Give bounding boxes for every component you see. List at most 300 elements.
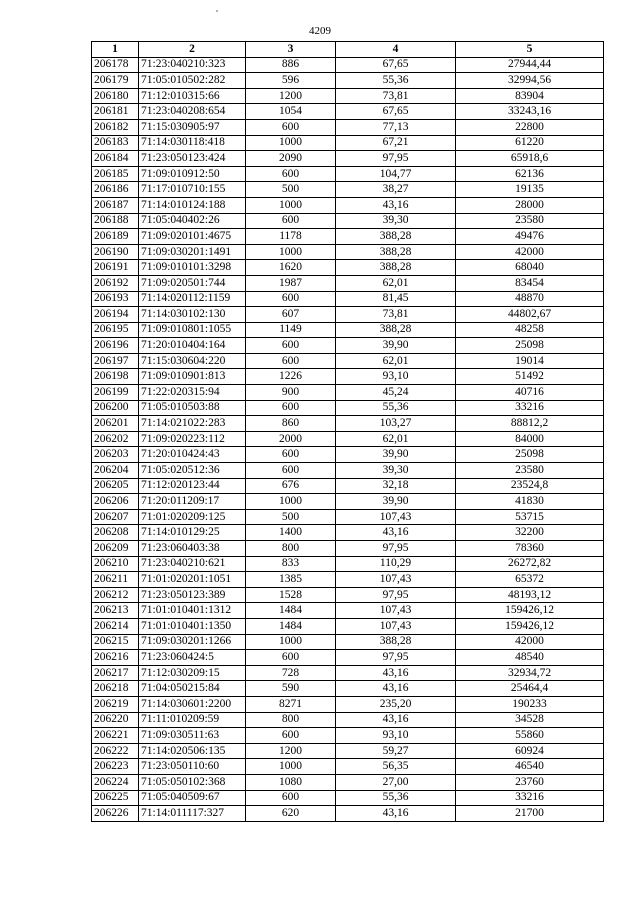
cell-record-number: 206187 bbox=[92, 197, 139, 213]
cell-cadastral-number: 71:09:010912:50 bbox=[139, 166, 246, 182]
cell-rate: 107,43 bbox=[336, 572, 456, 588]
cell-value: 48193,12 bbox=[456, 587, 604, 603]
cell-value: 26272,82 bbox=[456, 556, 604, 572]
cell-area: 500 bbox=[246, 509, 336, 525]
cell-area: 1484 bbox=[246, 618, 336, 634]
table-row bbox=[92, 151, 604, 167]
cell-rate: 27,00 bbox=[336, 774, 456, 790]
cell-value: 28000 bbox=[456, 197, 604, 213]
table-row bbox=[92, 260, 604, 276]
table-row bbox=[92, 541, 604, 557]
table-row bbox=[92, 73, 604, 89]
cell-value: 32200 bbox=[456, 525, 604, 541]
cell-rate: 235,20 bbox=[336, 696, 456, 712]
table-row bbox=[92, 603, 604, 619]
table-row bbox=[92, 728, 604, 744]
cell-area: 833 bbox=[246, 556, 336, 572]
cell-rate: 62,01 bbox=[336, 353, 456, 369]
cell-cadastral-number: 71:23:050123:424 bbox=[139, 151, 246, 167]
cell-record-number: 206198 bbox=[92, 369, 139, 385]
table-row bbox=[92, 369, 604, 385]
cell-record-number: 206186 bbox=[92, 182, 139, 198]
cell-record-number: 206200 bbox=[92, 400, 139, 416]
cell-cadastral-number: 71:09:010101:3298 bbox=[139, 260, 246, 276]
cell-rate: 62,01 bbox=[336, 431, 456, 447]
cell-area: 886 bbox=[246, 57, 336, 73]
cell-area: 600 bbox=[246, 447, 336, 463]
cell-record-number: 206225 bbox=[92, 790, 139, 806]
table-row bbox=[92, 244, 604, 260]
cell-rate: 39,90 bbox=[336, 338, 456, 354]
cell-value: 61220 bbox=[456, 135, 604, 151]
cell-record-number: 206184 bbox=[92, 151, 139, 167]
page-number: 4209 bbox=[309, 25, 331, 37]
table-row bbox=[92, 681, 604, 697]
table-row bbox=[92, 135, 604, 151]
cell-cadastral-number: 71:14:021022:283 bbox=[139, 416, 246, 432]
cell-rate: 55,36 bbox=[336, 790, 456, 806]
table-row bbox=[92, 275, 604, 291]
cell-rate: 73,81 bbox=[336, 88, 456, 104]
cell-record-number: 206220 bbox=[92, 712, 139, 728]
cell-record-number: 206204 bbox=[92, 463, 139, 479]
cell-record-number: 206206 bbox=[92, 494, 139, 510]
cell-record-number: 206224 bbox=[92, 774, 139, 790]
cell-area: 607 bbox=[246, 307, 336, 323]
table-row bbox=[92, 385, 604, 401]
cell-cadastral-number: 71:05:010502:282 bbox=[139, 73, 246, 89]
cell-value: 23580 bbox=[456, 213, 604, 229]
table-row bbox=[92, 291, 604, 307]
cell-area: 2090 bbox=[246, 151, 336, 167]
cell-cadastral-number: 71:17:010710:155 bbox=[139, 182, 246, 198]
cell-rate: 32,18 bbox=[336, 478, 456, 494]
table-row bbox=[92, 712, 604, 728]
cell-area: 600 bbox=[246, 213, 336, 229]
table-row bbox=[92, 416, 604, 432]
cell-rate: 77,13 bbox=[336, 119, 456, 135]
cell-value: 55860 bbox=[456, 728, 604, 744]
cell-value: 159426,12 bbox=[456, 618, 604, 634]
cell-record-number: 206209 bbox=[92, 541, 139, 557]
cell-cadastral-number: 71:09:020223:112 bbox=[139, 431, 246, 447]
cell-value: 19135 bbox=[456, 182, 604, 198]
cell-value: 22800 bbox=[456, 119, 604, 135]
cell-value: 78360 bbox=[456, 541, 604, 557]
cell-rate: 97,95 bbox=[336, 650, 456, 666]
cell-record-number: 206199 bbox=[92, 385, 139, 401]
table-row bbox=[92, 307, 604, 323]
cell-rate: 43,16 bbox=[336, 197, 456, 213]
cell-value: 83454 bbox=[456, 275, 604, 291]
table-row bbox=[92, 213, 604, 229]
scan-speck bbox=[216, 10, 218, 12]
cell-rate: 62,01 bbox=[336, 275, 456, 291]
cell-record-number: 206211 bbox=[92, 572, 139, 588]
column-header-4: 4 bbox=[336, 42, 456, 58]
cell-record-number: 206196 bbox=[92, 338, 139, 354]
cell-area: 600 bbox=[246, 338, 336, 354]
cell-rate: 93,10 bbox=[336, 369, 456, 385]
table-row bbox=[92, 806, 604, 822]
table-row bbox=[92, 338, 604, 354]
cell-rate: 107,43 bbox=[336, 603, 456, 619]
cell-record-number: 206192 bbox=[92, 275, 139, 291]
cell-cadastral-number: 71:14:030102:130 bbox=[139, 307, 246, 323]
table-row bbox=[92, 400, 604, 416]
cell-record-number: 206221 bbox=[92, 728, 139, 744]
cell-rate: 56,35 bbox=[336, 759, 456, 775]
cell-cadastral-number: 71:23:040210:621 bbox=[139, 556, 246, 572]
cell-record-number: 206178 bbox=[92, 57, 139, 73]
cell-cadastral-number: 71:09:020501:744 bbox=[139, 275, 246, 291]
cell-value: 44802,67 bbox=[456, 307, 604, 323]
cell-area: 900 bbox=[246, 385, 336, 401]
cell-area: 800 bbox=[246, 712, 336, 728]
cell-area: 600 bbox=[246, 166, 336, 182]
table-row bbox=[92, 618, 604, 634]
cell-cadastral-number: 71:14:030601:2200 bbox=[139, 696, 246, 712]
cell-rate: 103,27 bbox=[336, 416, 456, 432]
cell-area: 1620 bbox=[246, 260, 336, 276]
cell-rate: 39,90 bbox=[336, 494, 456, 510]
column-header-3: 3 bbox=[246, 42, 336, 58]
cell-rate: 67,65 bbox=[336, 57, 456, 73]
table-row bbox=[92, 88, 604, 104]
table-row bbox=[92, 494, 604, 510]
cell-cadastral-number: 71:14:020112:1159 bbox=[139, 291, 246, 307]
cell-area: 1987 bbox=[246, 275, 336, 291]
table-row bbox=[92, 650, 604, 666]
cell-cadastral-number: 71:14:011117:327 bbox=[139, 806, 246, 822]
registry-table bbox=[91, 41, 604, 822]
table-body bbox=[92, 57, 604, 821]
cell-record-number: 206212 bbox=[92, 587, 139, 603]
cell-area: 600 bbox=[246, 119, 336, 135]
cell-cadastral-number: 71:20:010424:43 bbox=[139, 447, 246, 463]
cell-rate: 107,43 bbox=[336, 509, 456, 525]
cell-rate: 388,28 bbox=[336, 260, 456, 276]
cell-record-number: 206205 bbox=[92, 478, 139, 494]
cell-cadastral-number: 71:09:020101:4675 bbox=[139, 229, 246, 245]
cell-area: 600 bbox=[246, 400, 336, 416]
cell-area: 600 bbox=[246, 353, 336, 369]
cell-value: 190233 bbox=[456, 696, 604, 712]
table-row bbox=[92, 431, 604, 447]
cell-rate: 39,30 bbox=[336, 463, 456, 479]
cell-record-number: 206182 bbox=[92, 119, 139, 135]
cell-cadastral-number: 71:23:050123:389 bbox=[139, 587, 246, 603]
cell-rate: 67,21 bbox=[336, 135, 456, 151]
cell-cadastral-number: 71:01:010401:1312 bbox=[139, 603, 246, 619]
cell-area: 600 bbox=[246, 463, 336, 479]
cell-value: 60924 bbox=[456, 743, 604, 759]
cell-cadastral-number: 71:09:030201:1266 bbox=[139, 634, 246, 650]
cell-area: 590 bbox=[246, 681, 336, 697]
cell-cadastral-number: 71:05:020512:36 bbox=[139, 463, 246, 479]
cell-value: 32994,56 bbox=[456, 73, 604, 89]
cell-area: 1149 bbox=[246, 322, 336, 338]
cell-cadastral-number: 71:01:020209:125 bbox=[139, 509, 246, 525]
cell-value: 23524,8 bbox=[456, 478, 604, 494]
cell-record-number: 206208 bbox=[92, 525, 139, 541]
cell-value: 65372 bbox=[456, 572, 604, 588]
cell-rate: 73,81 bbox=[336, 307, 456, 323]
cell-value: 25098 bbox=[456, 338, 604, 354]
cell-rate: 97,95 bbox=[336, 541, 456, 557]
cell-rate: 104,77 bbox=[336, 166, 456, 182]
cell-record-number: 206213 bbox=[92, 603, 139, 619]
cell-area: 600 bbox=[246, 728, 336, 744]
cell-area: 620 bbox=[246, 806, 336, 822]
cell-area: 800 bbox=[246, 541, 336, 557]
cell-cadastral-number: 71:09:030511:63 bbox=[139, 728, 246, 744]
cell-cadastral-number: 71:14:010124:188 bbox=[139, 197, 246, 213]
cell-value: 21700 bbox=[456, 806, 604, 822]
cell-rate: 39,30 bbox=[336, 213, 456, 229]
cell-record-number: 206218 bbox=[92, 681, 139, 697]
column-header-2: 2 bbox=[139, 42, 246, 58]
cell-rate: 43,16 bbox=[336, 525, 456, 541]
cell-record-number: 206203 bbox=[92, 447, 139, 463]
cell-cadastral-number: 71:15:030604:220 bbox=[139, 353, 246, 369]
cell-cadastral-number: 71:15:030905:97 bbox=[139, 119, 246, 135]
cell-record-number: 206190 bbox=[92, 244, 139, 260]
cell-cadastral-number: 71:12:030209:15 bbox=[139, 665, 246, 681]
cell-record-number: 206217 bbox=[92, 665, 139, 681]
table-row bbox=[92, 447, 604, 463]
cell-area: 1080 bbox=[246, 774, 336, 790]
cell-record-number: 206216 bbox=[92, 650, 139, 666]
cell-cadastral-number: 71:05:040509:67 bbox=[139, 790, 246, 806]
table-row bbox=[92, 634, 604, 650]
cell-rate: 388,28 bbox=[336, 322, 456, 338]
table-row bbox=[92, 197, 604, 213]
cell-area: 1200 bbox=[246, 743, 336, 759]
cell-rate: 67,65 bbox=[336, 104, 456, 120]
cell-cadastral-number: 71:01:010401:1350 bbox=[139, 618, 246, 634]
cell-value: 88812,2 bbox=[456, 416, 604, 432]
cell-value: 65918,6 bbox=[456, 151, 604, 167]
cell-rate: 39,90 bbox=[336, 447, 456, 463]
cell-area: 1000 bbox=[246, 244, 336, 260]
table-row bbox=[92, 166, 604, 182]
cell-rate: 43,16 bbox=[336, 712, 456, 728]
cell-record-number: 206207 bbox=[92, 509, 139, 525]
cell-rate: 45,24 bbox=[336, 385, 456, 401]
cell-cadastral-number: 71:12:020123:44 bbox=[139, 478, 246, 494]
cell-record-number: 206214 bbox=[92, 618, 139, 634]
cell-area: 8271 bbox=[246, 696, 336, 712]
cell-rate: 59,27 bbox=[336, 743, 456, 759]
cell-cadastral-number: 71:23:050110:60 bbox=[139, 759, 246, 775]
cell-rate: 97,95 bbox=[336, 151, 456, 167]
cell-value: 159426,12 bbox=[456, 603, 604, 619]
cell-rate: 43,16 bbox=[336, 681, 456, 697]
cell-cadastral-number: 71:23:060424:5 bbox=[139, 650, 246, 666]
cell-area: 1484 bbox=[246, 603, 336, 619]
cell-rate: 55,36 bbox=[336, 73, 456, 89]
cell-value: 83904 bbox=[456, 88, 604, 104]
cell-record-number: 206183 bbox=[92, 135, 139, 151]
cell-record-number: 206222 bbox=[92, 743, 139, 759]
cell-record-number: 206202 bbox=[92, 431, 139, 447]
cell-area: 1000 bbox=[246, 494, 336, 510]
table-row bbox=[92, 478, 604, 494]
cell-record-number: 206223 bbox=[92, 759, 139, 775]
cell-area: 1400 bbox=[246, 525, 336, 541]
cell-value: 48258 bbox=[456, 322, 604, 338]
cell-area: 1000 bbox=[246, 634, 336, 650]
cell-record-number: 206219 bbox=[92, 696, 139, 712]
table-row bbox=[92, 229, 604, 245]
table-row bbox=[92, 556, 604, 572]
cell-value: 27944,44 bbox=[456, 57, 604, 73]
cell-value: 25098 bbox=[456, 447, 604, 463]
cell-cadastral-number: 71:23:040210:323 bbox=[139, 57, 246, 73]
cell-cadastral-number: 71:23:060403:38 bbox=[139, 541, 246, 557]
cell-area: 1528 bbox=[246, 587, 336, 603]
cell-rate: 388,28 bbox=[336, 229, 456, 245]
cell-rate: 93,10 bbox=[336, 728, 456, 744]
cell-value: 23760 bbox=[456, 774, 604, 790]
cell-record-number: 206210 bbox=[92, 556, 139, 572]
cell-value: 40716 bbox=[456, 385, 604, 401]
cell-cadastral-number: 71:23:040208:654 bbox=[139, 104, 246, 120]
cell-record-number: 206179 bbox=[92, 73, 139, 89]
cell-value: 32934,72 bbox=[456, 665, 604, 681]
cell-area: 596 bbox=[246, 73, 336, 89]
cell-area: 860 bbox=[246, 416, 336, 432]
cell-rate: 43,16 bbox=[336, 665, 456, 681]
table-row bbox=[92, 759, 604, 775]
cell-rate: 43,16 bbox=[336, 806, 456, 822]
cell-area: 1000 bbox=[246, 135, 336, 151]
cell-value: 48540 bbox=[456, 650, 604, 666]
cell-area: 1385 bbox=[246, 572, 336, 588]
cell-area: 1178 bbox=[246, 229, 336, 245]
cell-cadastral-number: 71:14:010129:25 bbox=[139, 525, 246, 541]
cell-value: 23580 bbox=[456, 463, 604, 479]
cell-record-number: 206226 bbox=[92, 806, 139, 822]
table-row bbox=[92, 182, 604, 198]
cell-value: 62136 bbox=[456, 166, 604, 182]
cell-cadastral-number: 71:09:010801:1055 bbox=[139, 322, 246, 338]
cell-cadastral-number: 71:14:030118:418 bbox=[139, 135, 246, 151]
table-row bbox=[92, 509, 604, 525]
cell-value: 33216 bbox=[456, 790, 604, 806]
table-row bbox=[92, 353, 604, 369]
cell-area: 600 bbox=[246, 291, 336, 307]
cell-rate: 81,45 bbox=[336, 291, 456, 307]
cell-area: 1200 bbox=[246, 88, 336, 104]
cell-value: 42000 bbox=[456, 244, 604, 260]
table-row bbox=[92, 463, 604, 479]
table-row bbox=[92, 57, 604, 73]
table-row bbox=[92, 790, 604, 806]
cell-area: 1000 bbox=[246, 759, 336, 775]
table-row bbox=[92, 696, 604, 712]
cell-record-number: 206188 bbox=[92, 213, 139, 229]
table-row bbox=[92, 572, 604, 588]
cell-value: 49476 bbox=[456, 229, 604, 245]
cell-rate: 110,29 bbox=[336, 556, 456, 572]
cell-cadastral-number: 71:20:010404:164 bbox=[139, 338, 246, 354]
cell-record-number: 206201 bbox=[92, 416, 139, 432]
table-row bbox=[92, 119, 604, 135]
table-row bbox=[92, 743, 604, 759]
cell-area: 728 bbox=[246, 665, 336, 681]
cell-area: 600 bbox=[246, 790, 336, 806]
cell-record-number: 206193 bbox=[92, 291, 139, 307]
table-row bbox=[92, 104, 604, 120]
cell-area: 1000 bbox=[246, 197, 336, 213]
cell-cadastral-number: 71:22:020315:94 bbox=[139, 385, 246, 401]
cell-cadastral-number: 71:20:011209:17 bbox=[139, 494, 246, 510]
cell-value: 34528 bbox=[456, 712, 604, 728]
cell-record-number: 206181 bbox=[92, 104, 139, 120]
table-row bbox=[92, 322, 604, 338]
table-header-row bbox=[92, 42, 604, 58]
cell-rate: 55,36 bbox=[336, 400, 456, 416]
cell-value: 51492 bbox=[456, 369, 604, 385]
cell-record-number: 206189 bbox=[92, 229, 139, 245]
cell-cadastral-number: 71:09:030201:1491 bbox=[139, 244, 246, 260]
cell-record-number: 206180 bbox=[92, 88, 139, 104]
cell-area: 500 bbox=[246, 182, 336, 198]
table-row bbox=[92, 665, 604, 681]
cell-cadastral-number: 71:04:050215:84 bbox=[139, 681, 246, 697]
cell-cadastral-number: 71:09:010901:813 bbox=[139, 369, 246, 385]
cell-value: 33243,16 bbox=[456, 104, 604, 120]
cell-value: 48870 bbox=[456, 291, 604, 307]
cell-record-number: 206195 bbox=[92, 322, 139, 338]
cell-value: 84000 bbox=[456, 431, 604, 447]
cell-cadastral-number: 71:11:010209:59 bbox=[139, 712, 246, 728]
cell-value: 41830 bbox=[456, 494, 604, 510]
cell-area: 600 bbox=[246, 650, 336, 666]
cell-value: 42000 bbox=[456, 634, 604, 650]
cell-record-number: 206185 bbox=[92, 166, 139, 182]
cell-record-number: 206215 bbox=[92, 634, 139, 650]
cell-value: 68040 bbox=[456, 260, 604, 276]
cell-cadastral-number: 71:05:010503:88 bbox=[139, 400, 246, 416]
cell-value: 46540 bbox=[456, 759, 604, 775]
column-header-5: 5 bbox=[456, 42, 604, 58]
cell-cadastral-number: 71:01:020201:1051 bbox=[139, 572, 246, 588]
cell-rate: 388,28 bbox=[336, 244, 456, 260]
cell-cadastral-number: 71:05:040402:26 bbox=[139, 213, 246, 229]
cell-record-number: 206194 bbox=[92, 307, 139, 323]
cell-area: 2000 bbox=[246, 431, 336, 447]
cell-record-number: 206191 bbox=[92, 260, 139, 276]
cell-rate: 38,27 bbox=[336, 182, 456, 198]
table-row bbox=[92, 774, 604, 790]
cell-area: 1054 bbox=[246, 104, 336, 120]
cell-rate: 388,28 bbox=[336, 634, 456, 650]
cell-value: 25464,4 bbox=[456, 681, 604, 697]
table-row bbox=[92, 587, 604, 603]
cell-value: 53715 bbox=[456, 509, 604, 525]
cell-cadastral-number: 71:12:010315:66 bbox=[139, 88, 246, 104]
cell-rate: 107,43 bbox=[336, 618, 456, 634]
cell-rate: 97,95 bbox=[336, 587, 456, 603]
cell-cadastral-number: 71:05:050102:368 bbox=[139, 774, 246, 790]
cell-area: 676 bbox=[246, 478, 336, 494]
cell-area: 1226 bbox=[246, 369, 336, 385]
column-header-1: 1 bbox=[92, 42, 139, 58]
cell-record-number: 206197 bbox=[92, 353, 139, 369]
